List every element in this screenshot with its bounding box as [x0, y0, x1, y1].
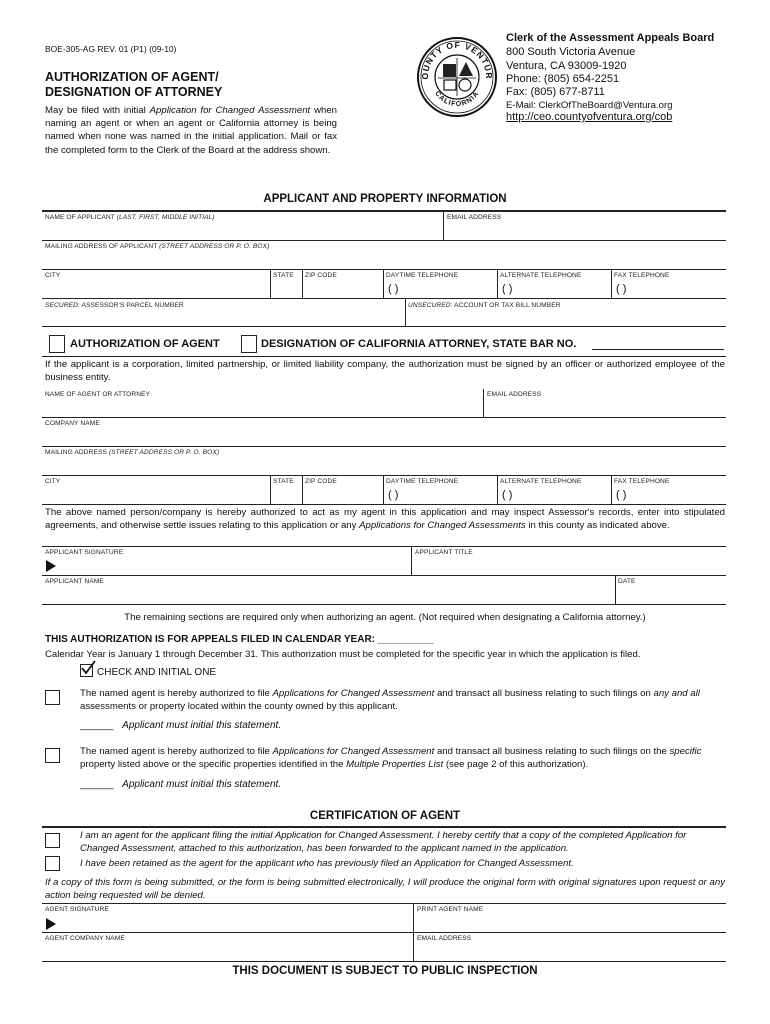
copy-submission-note: If a copy of this form is being submitted, or the form is being submitted electronically, I will produce the original form with original signatures upon request or any action being requested will be denied.	[45, 877, 725, 901]
agent-company-name-label: AGENT COMPANY NAME	[45, 935, 125, 942]
previously-filed-cert-text: I have been retained as the agent for the applicant who has previously filed an Application for Changed Assessment.	[80, 858, 574, 869]
agent-cert-email-label: EMAIL ADDRESS	[417, 935, 472, 942]
calendar-year-heading: THIS AUTHORIZATION IS FOR APPEALS FILED IN CALENDAR YEAR: __________	[45, 634, 434, 645]
applicant-print-name-label: APPLICANT NAME	[45, 578, 104, 585]
divider	[42, 961, 726, 962]
agent-state-label: STATE	[273, 478, 294, 485]
agent-alt-tel-label: ALTERNATE TELEPHONE	[500, 478, 582, 485]
applicant-mailing-label: MAILING ADDRESS OF APPLICANT (STREET ADDRESS OR P. O. BOX)	[45, 243, 270, 250]
applicant-name-label: NAME OF APPLICANT (LAST, FIRST, MIDDLE INITIAL)	[45, 214, 215, 221]
initial-application-cert-text: I am an agent for the applicant filing the initial Application for Changed Assessment. I hereby certify that a copy of the completed Application for Changed Assessment, attached to this authorization, has been forwarded to the applicant named in the application.	[80, 830, 687, 854]
svg-text:CALIFORNIA: CALIFORNIA	[433, 90, 481, 109]
divider	[383, 270, 384, 298]
agent-name-field[interactable]	[42, 389, 482, 417]
designation-attorney-label: DESIGNATION OF CALIFORNIA ATTORNEY, STATE BAR NO.	[261, 338, 577, 350]
county-seal-logo	[416, 36, 498, 118]
applicant-zip-label: ZIP CODE	[305, 272, 337, 279]
applicant-state-field[interactable]	[271, 270, 302, 298]
clerk-address1: 800 South Victoria Avenue	[506, 46, 636, 58]
divider	[42, 356, 726, 357]
calendar-year-note: Calendar Year is January 1 through December 31. This authorization must be completed for the specific year in which the application is filed.	[45, 649, 641, 660]
applicant-signature-label: APPLICANT SIGNATURE	[45, 549, 124, 556]
applicant-email-field[interactable]	[444, 211, 726, 240]
clerk-website-link[interactable]: http://ceo.countyofventura.org/cob	[506, 111, 673, 123]
agent-company-name-field[interactable]	[42, 933, 412, 961]
agent-fax-tel-label: FAX TELEPHONE	[614, 478, 670, 485]
form-title-line1: AUTHORIZATION OF AGENT/	[45, 70, 219, 84]
applicant-fax-tel-label: FAX TELEPHONE	[614, 272, 670, 279]
checkmark-box-icon	[80, 664, 93, 677]
applicant-zip-field[interactable]	[303, 270, 383, 298]
authorization-of-agent-checkbox[interactable]	[49, 335, 65, 353]
public-inspection-footer: THIS DOCUMENT IS SUBJECT TO PUBLIC INSPECTION	[232, 965, 538, 977]
clerk-title: Clerk of the Assessment Appeals Board	[506, 32, 715, 44]
certification-heading: CERTIFICATION OF AGENT	[309, 810, 461, 822]
agent-cert-email-field[interactable]	[414, 933, 726, 961]
applicant-print-name-field[interactable]	[42, 576, 614, 604]
applicant-state-label: STATE	[273, 272, 294, 279]
agent-signature-label: AGENT SIGNATURE	[45, 906, 109, 913]
applicant-initial-field-1[interactable]: ______ Applicant must initial this statement.	[80, 720, 282, 731]
divider	[497, 476, 498, 504]
state-bar-number-field[interactable]	[592, 349, 724, 350]
divider	[383, 476, 384, 504]
clerk-address2: Ventura, CA 93009-1920	[506, 60, 627, 72]
initial-note: Applicant must initial this statement.	[122, 779, 282, 790]
applicant-title-label: APPLICANT TITLE	[415, 549, 473, 556]
applicant-day-tel-field[interactable]: ( )	[388, 283, 399, 295]
svg-text:COUNTY OF VENTURA: OUNTY OF VENTUR	[419, 39, 495, 80]
agent-name-label: NAME OF AGENT OR ATTORNEY	[45, 391, 151, 398]
agent-zip-label: ZIP CODE	[305, 478, 337, 485]
date-field[interactable]	[616, 576, 726, 604]
applicant-mailing-field[interactable]	[42, 241, 726, 269]
applicant-signature-field[interactable]	[42, 547, 410, 575]
agent-city-field[interactable]	[42, 476, 270, 504]
agent-alt-tel-field[interactable]: ( )	[502, 489, 513, 501]
applicant-day-tel-label: DAYTIME TELEPHONE	[386, 272, 459, 279]
agent-fax-tel-field[interactable]: ( )	[616, 489, 627, 501]
divider	[611, 476, 612, 504]
agent-city-label: CITY	[45, 478, 61, 485]
form-title-line2: DESIGNATION OF ATTORNEY	[45, 85, 223, 99]
print-agent-name-field[interactable]	[414, 904, 726, 932]
check-initial-instruction: CHECK AND INITIAL ONE	[80, 664, 216, 678]
any-and-all-option-text: The named agent is hereby authorized to file Applications for Changed Assessment and transact all business relating to such filings on any and all assessments or property located within the county owned by this applicant.	[80, 688, 700, 712]
agent-zip-field[interactable]	[303, 476, 383, 504]
agent-email-field[interactable]	[484, 389, 726, 417]
agent-day-tel-field[interactable]: ( )	[388, 489, 399, 501]
divider	[497, 270, 498, 298]
divider	[42, 326, 726, 327]
clerk-fax: Fax: (805) 677-8711	[506, 86, 605, 98]
previously-filed-cert-checkbox[interactable]	[45, 856, 60, 871]
applicant-initial-field-2[interactable]: ______ Applicant must initial this statement.	[80, 779, 282, 790]
clerk-email: E-Mail: ClerkOfTheBoard@Ventura.org	[506, 100, 673, 111]
divider	[42, 604, 726, 605]
agent-email-label: EMAIL ADDRESS	[487, 391, 542, 398]
secured-parcel-field[interactable]	[42, 299, 404, 326]
applicant-city-label: CITY	[45, 272, 61, 279]
initial-note: Applicant must initial this statement.	[122, 720, 282, 731]
applicant-title-field[interactable]	[412, 547, 726, 575]
divider	[42, 504, 726, 505]
agent-day-tel-label: DAYTIME TELEPHONE	[386, 478, 459, 485]
remaining-sections-note: The remaining sections are required only when authorizing an agent. (Not required when designating a California attorney.)	[124, 612, 646, 623]
agent-signature-field[interactable]	[42, 904, 412, 932]
clerk-phone: Phone: (805) 654-2251	[506, 73, 620, 85]
initial-application-cert-checkbox[interactable]	[45, 833, 60, 848]
agent-state-field[interactable]	[271, 476, 302, 504]
divider	[611, 270, 612, 298]
date-label: DATE	[618, 578, 636, 585]
secured-parcel-label: SECURED: ASSESSOR'S PARCEL NUMBER	[45, 302, 184, 309]
authorization-statement: The above named person/company is hereby authorized to act as my agent in this application and may inspect Assessor's records, enter into stipulated agreements, and otherwise settle issues relating to this application or any Applications for Changed Assessments in this county as indicated above.	[45, 507, 725, 531]
corporation-note: If the applicant is a corporation, limited partnership, or limited liability company, the authorization must be signed by an officer or authorized employee of the business entity.	[45, 359, 725, 383]
agent-company-label: COMPANY NAME	[45, 420, 100, 427]
designation-attorney-checkbox[interactable]	[241, 335, 257, 353]
applicant-section-heading: APPLICANT AND PROPERTY INFORMATION	[263, 193, 507, 205]
applicant-alt-tel-field[interactable]: ( )	[502, 283, 513, 295]
agent-mailing-field[interactable]	[42, 447, 726, 475]
applicant-email-label: EMAIL ADDRESS	[447, 214, 502, 221]
any-and-all-option-checkbox[interactable]	[45, 690, 60, 705]
applicant-name-field[interactable]	[42, 211, 442, 240]
agent-company-field[interactable]	[42, 418, 726, 446]
print-agent-name-label: PRINT AGENT NAME	[417, 906, 484, 913]
intro-text: May be filed with initial Application for Changed Assessment when naming an agent or when an agent or California attorney is being named when none was named in the initial application. Mail or fax the completed form to the Clerk of the Board at the address shown.	[45, 105, 337, 156]
divider	[42, 826, 726, 828]
form-id: BOE-305-AG REV. 01 (P1) (09-10)	[45, 44, 177, 54]
unsecured-account-field[interactable]	[406, 299, 726, 326]
applicant-city-field[interactable]	[42, 270, 270, 298]
applicant-fax-tel-field[interactable]: ( )	[616, 283, 627, 295]
specific-property-option-text: The named agent is hereby authorized to file Applications for Changed Assessment and transact all business relating to such filings on the specific property listed above or the specific properties identified in the Multiple Properties List (see page 2 of this authorization).	[80, 746, 702, 770]
unsecured-account-label: UNSECURED: ACCOUNT OR TAX BILL NUMBER	[408, 302, 561, 309]
applicant-alt-tel-label: ALTERNATE TELEPHONE	[500, 272, 582, 279]
specific-property-option-checkbox[interactable]	[45, 748, 60, 763]
agent-mailing-label: MAILING ADDRESS (STREET ADDRESS OR P. O. BOX)	[45, 449, 220, 456]
authorization-of-agent-label: AUTHORIZATION OF AGENT	[70, 338, 220, 350]
